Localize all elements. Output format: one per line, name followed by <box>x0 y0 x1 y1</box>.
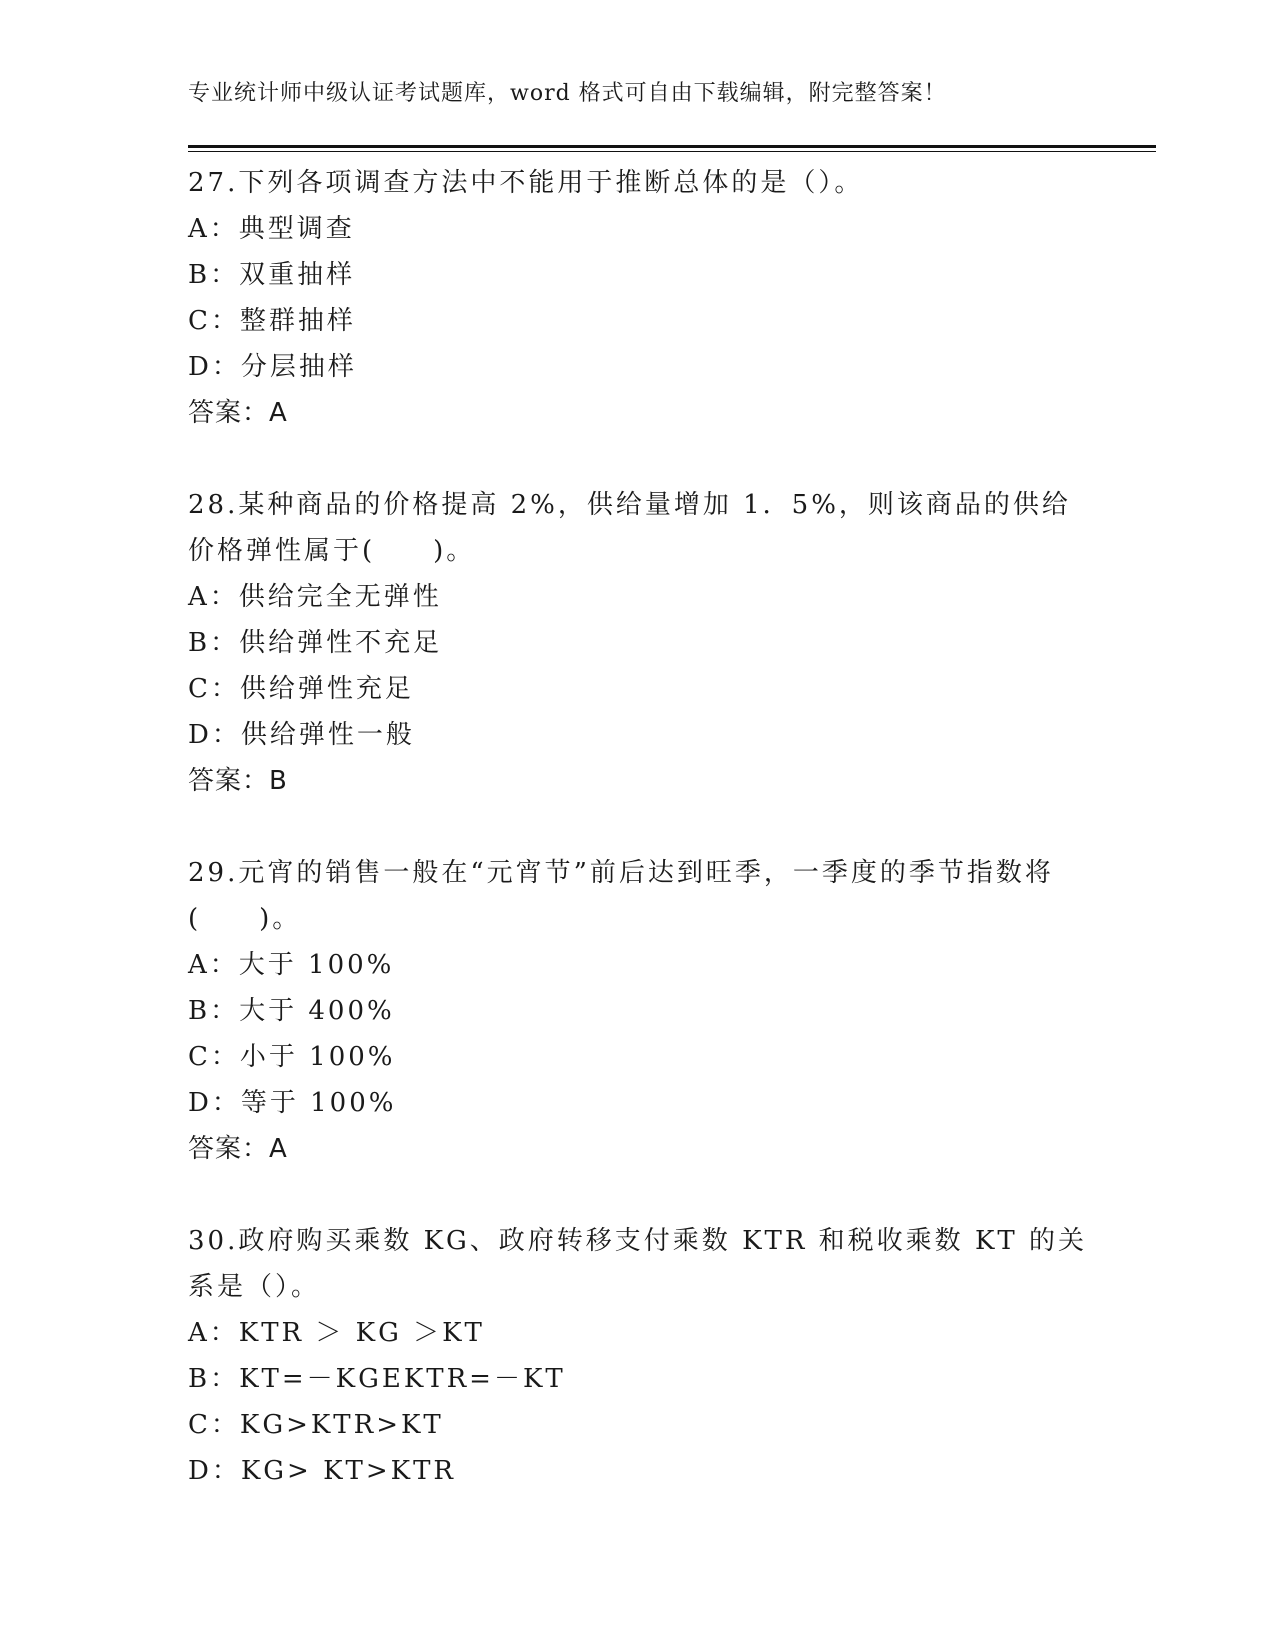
header-rule-thick <box>188 145 1156 148</box>
answer-label: 答案：A <box>188 1134 288 1164</box>
question-30 <box>188 1218 1088 1494</box>
page-header: 专业统计师中级认证考试题库，word 格式可自由下载编辑，附完整答案！ <box>188 81 947 106</box>
option-d: D：KG> KT>KTR <box>188 1456 456 1486</box>
option-a: A：KTR ＞ KG ＞KT <box>188 1318 485 1348</box>
option-c: C：供给弹性充足 <box>188 674 414 704</box>
option-c: C：KG>KTR>KT <box>188 1410 444 1440</box>
option-a: A：大于 100% <box>188 950 395 980</box>
question-stem: 29.元宵的销售一般在“元宵节”前后达到旺季，一季度的季节指数将( )。 <box>188 858 1054 934</box>
option-b: B：双重抽样 <box>188 260 356 290</box>
answer-label: 答案：B <box>188 766 288 796</box>
option-c: C：小于 100% <box>188 1042 396 1072</box>
option-d: D：等于 100% <box>188 1088 397 1118</box>
header-rule-thin <box>188 151 1156 152</box>
question-28 <box>188 482 1088 804</box>
option-b: B：供给弹性不充足 <box>188 628 443 658</box>
question-29 <box>188 850 1088 1172</box>
option-d: D：供给弹性一般 <box>188 720 415 750</box>
question-stem: 27.下列各项调查方法中不能用于推断总体的是（）。 <box>188 168 864 198</box>
question-stem: 30.政府购买乘数 KG、政府转移支付乘数 KTR 和税收乘数 KT 的关系是（）。 <box>188 1226 1087 1302</box>
question-stem: 28.某种商品的价格提高 2%，供给量增加 1．5%，则该商品的供给价格弹性属于( )。 <box>188 490 1071 566</box>
option-b: B：大于 400% <box>188 996 395 1026</box>
option-b: B：KT=－KGEKTR=－KT <box>188 1364 566 1394</box>
option-a: A：供给完全无弹性 <box>188 582 442 612</box>
question-27 <box>188 160 1088 436</box>
option-d: D：分层抽样 <box>188 352 357 382</box>
option-a: A：典型调查 <box>188 214 355 244</box>
option-c: C：整群抽样 <box>188 306 356 336</box>
question-list <box>188 160 1088 1540</box>
answer-label: 答案：A <box>188 398 288 428</box>
